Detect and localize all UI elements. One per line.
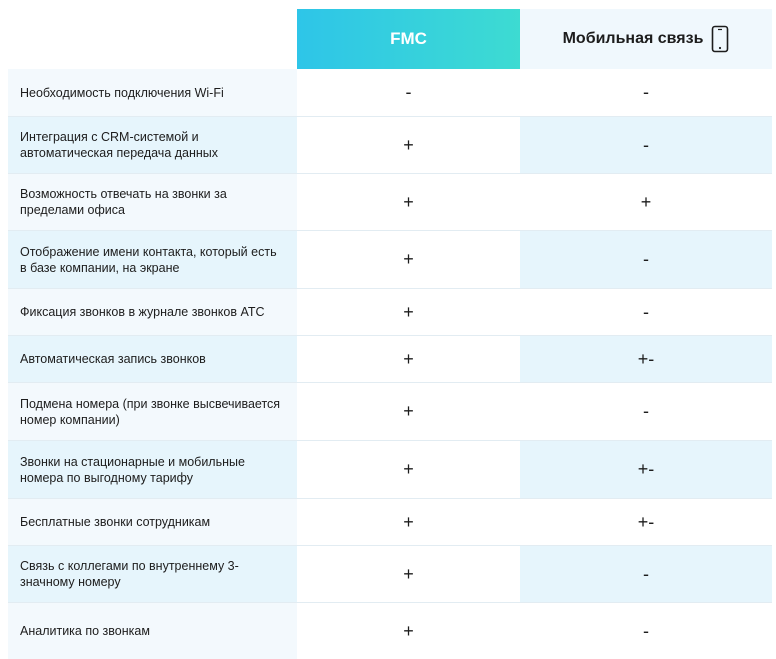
table-row (8, 69, 772, 116)
mobile-value: - (520, 69, 772, 116)
feature-label: Аналитика по звонкам (8, 603, 297, 659)
fmc-value: + (297, 603, 520, 659)
table-header (8, 9, 772, 69)
mobile-value: - (520, 231, 772, 288)
header-fmc-label: FMC (390, 29, 427, 48)
table-row (8, 545, 772, 602)
feature-label: Интеграция с CRM-системой и автоматическая передача данных (8, 117, 297, 173)
feature-label: Подмена номера (при звонке высвечивается номер компании) (8, 383, 297, 440)
feature-label: Фиксация звонков в журнале звонков АТС (8, 289, 297, 335)
mobile-value: +- (520, 441, 772, 498)
phone-icon (711, 25, 729, 53)
table-row (8, 116, 772, 173)
fmc-value: + (297, 231, 520, 288)
table-row (8, 230, 772, 288)
mobile-value: +- (520, 336, 772, 382)
feature-label: Звонки на стационарные и мобильные номера по выгодному тарифу (8, 441, 297, 498)
table-body (8, 69, 772, 659)
header-fmc (297, 9, 520, 69)
fmc-value: + (297, 117, 520, 173)
mobile-value: + (520, 174, 772, 230)
comparison-table (8, 9, 772, 659)
table-row (8, 440, 772, 498)
fmc-value: + (297, 441, 520, 498)
header-mobile (520, 9, 772, 69)
fmc-value: + (297, 336, 520, 382)
feature-label: Необходимость подключения Wi-Fi (8, 69, 297, 116)
table-row (8, 602, 772, 659)
feature-label: Отображение имени контакта, который есть в базе компании, на экране (8, 231, 297, 288)
header-blank-cell (8, 9, 297, 69)
mobile-value: - (520, 117, 772, 173)
table-row (8, 498, 772, 545)
fmc-value: + (297, 174, 520, 230)
mobile-value: +- (520, 499, 772, 545)
fmc-value: + (297, 383, 520, 440)
mobile-value: - (520, 289, 772, 335)
header-mobile-label: Мобильная связь (562, 30, 704, 47)
fmc-value: + (297, 289, 520, 335)
fmc-value: + (297, 499, 520, 545)
table-row (8, 173, 772, 230)
feature-label: Бесплатные звонки сотрудникам (8, 499, 297, 545)
fmc-value: + (297, 546, 520, 602)
feature-label: Автоматическая запись звонков (8, 336, 297, 382)
mobile-value: - (520, 546, 772, 602)
table-row (8, 382, 772, 440)
table-row (8, 335, 772, 382)
mobile-value: - (520, 383, 772, 440)
feature-label: Возможность отвечать на звонки за пределами офиса (8, 174, 297, 230)
mobile-value: - (520, 603, 772, 659)
table-row (8, 288, 772, 335)
feature-label: Связь с коллегами по внутреннему 3-значному номеру (8, 546, 297, 602)
fmc-value: - (297, 69, 520, 116)
